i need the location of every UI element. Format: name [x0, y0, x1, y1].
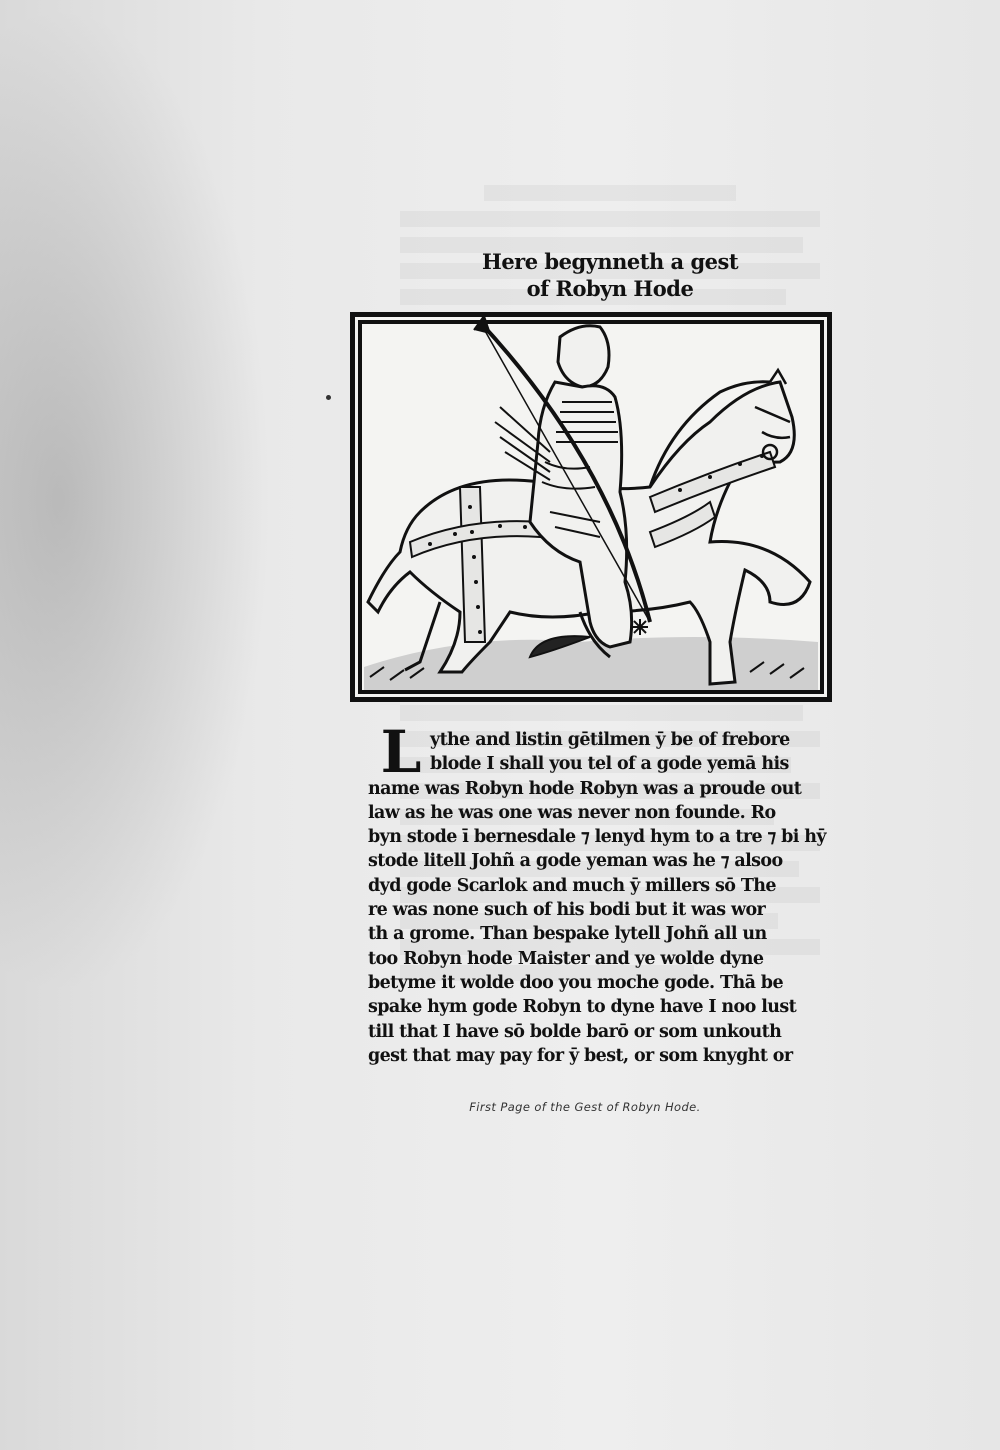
text-line: name was Robyn hode Robyn was a proude out	[368, 778, 802, 799]
text-line: blode I shall you tel of a gode yemā his	[430, 754, 789, 775]
text-line: byn stode ī bernesdale ⁊ lenyd hym to a tre ⁊ bi hȳ	[368, 827, 826, 848]
text-line: law as he was one was never non founde. Ro	[368, 802, 776, 823]
gest-heading	[460, 248, 760, 302]
woodcut-horseman-archer-icon	[350, 312, 832, 702]
heading-line-1: Here begynneth a gest	[481, 249, 739, 274]
text-line: dyd gode Scarlok and much ȳ millers sō The	[368, 875, 776, 896]
text-line: till that I have sō bolde barō or som unkouth	[368, 1021, 782, 1042]
text-line: re was none such of his bodi but it was wor	[368, 900, 766, 921]
text-line: spake hym gode Robyn to dyne have I noo lust	[368, 997, 797, 1018]
ink-speck	[326, 395, 331, 400]
text-line: ythe and listin gētilmen ȳ be of frebore	[430, 730, 790, 750]
drop-cap-initial: L	[380, 718, 422, 786]
text-line: stode litell Johñ a gode yeman was he ⁊ alsoo	[368, 851, 783, 872]
text-line: th a grome. Than bespake lytell Johñ all un	[368, 924, 767, 945]
gest-body-text	[368, 718, 830, 1068]
text-line: too Robyn hode Maister and ye wolde dyne	[368, 948, 764, 969]
text-line: gest that may pay for ȳ best, or som knyght or	[368, 1045, 793, 1066]
figure-caption: First Page of the Gest of Robyn Hode.	[469, 1100, 701, 1114]
text-line: betyme it wolde doo you moche gode. Thā be	[368, 972, 783, 993]
heading-line-2: of Robyn Hode	[526, 276, 694, 301]
